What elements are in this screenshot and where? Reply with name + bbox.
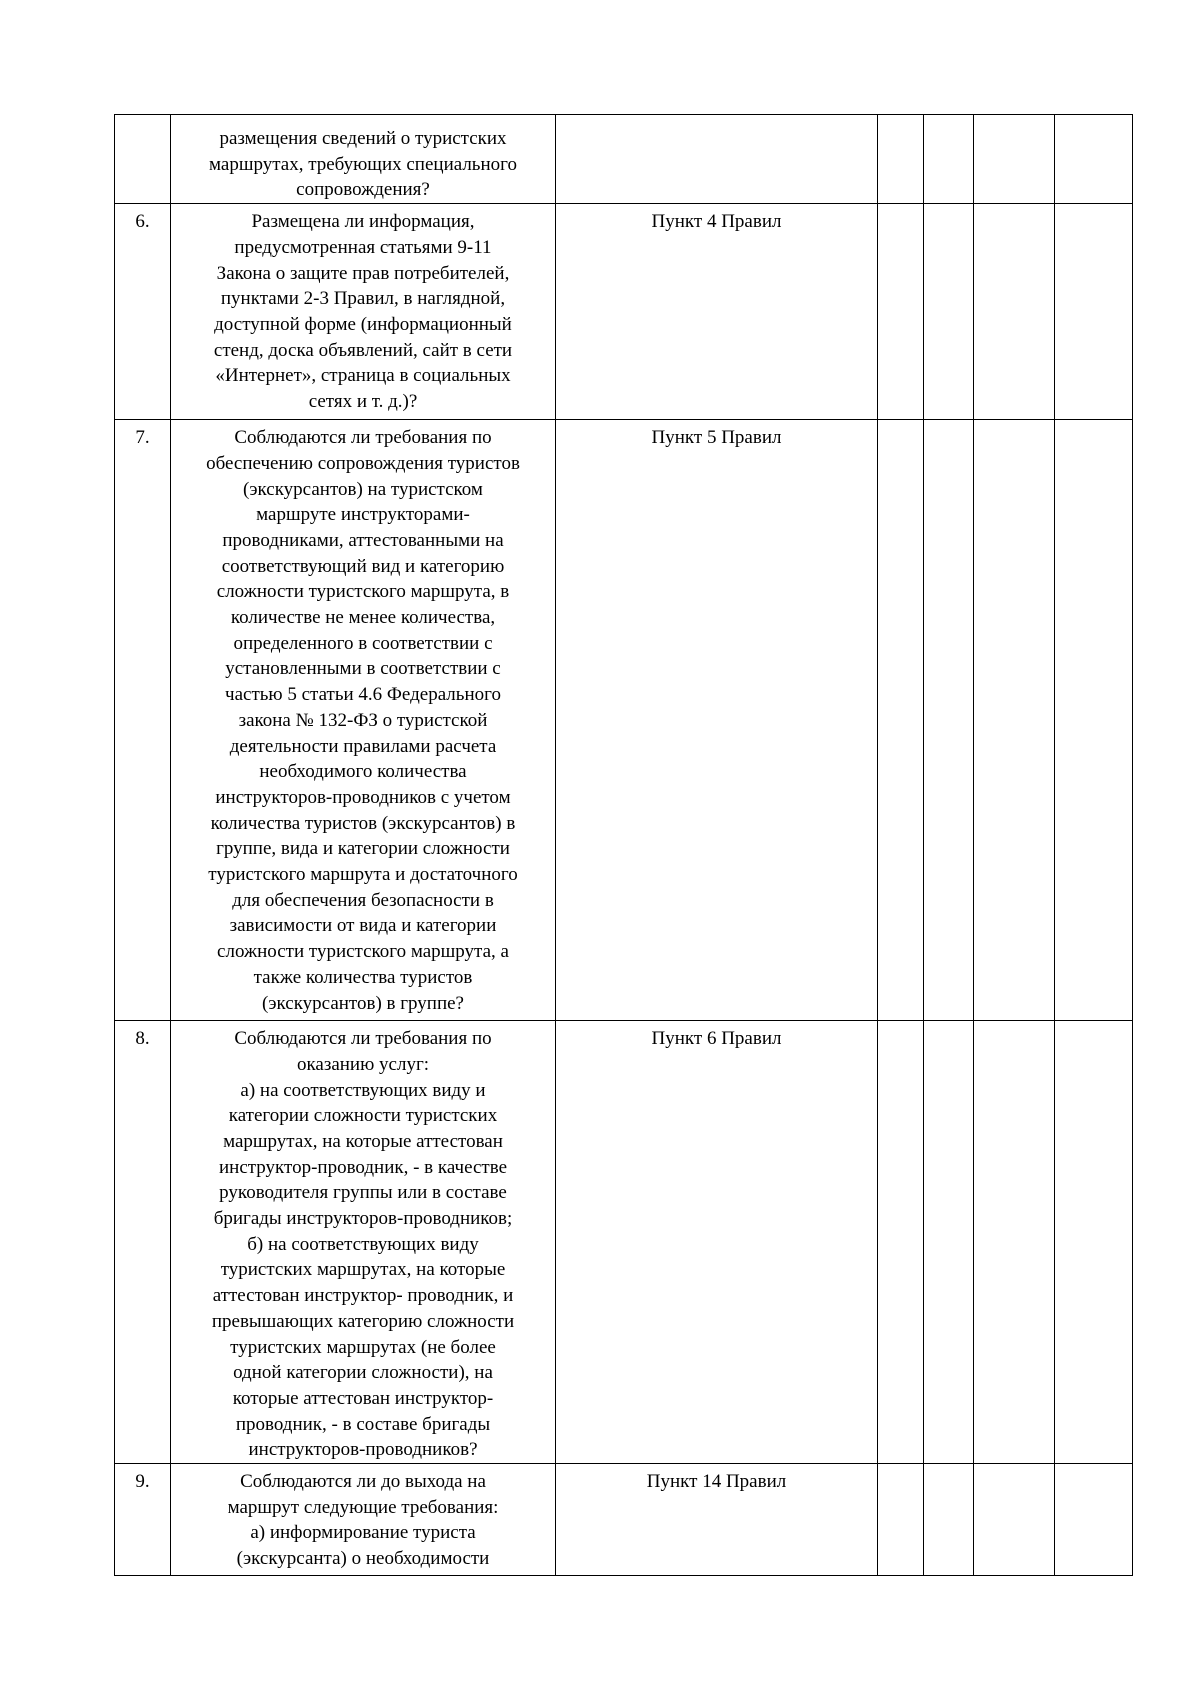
answer-no-cell bbox=[924, 204, 974, 420]
question-line: инструкторов-проводников с учетом bbox=[215, 786, 511, 808]
question-line: туристских маршрутах, на которые bbox=[220, 1259, 506, 1281]
question-line: количества туристов (экскурсантов) в bbox=[210, 812, 516, 834]
question-line: аттестован инструктор- проводник, и bbox=[212, 1285, 514, 1307]
question-line: бригады инструкторов-проводников; bbox=[213, 1208, 513, 1230]
question-cell bbox=[171, 115, 556, 204]
note-cell bbox=[1055, 115, 1133, 204]
question-line: (экскурсантов) в группе? bbox=[262, 992, 464, 1014]
not-applicable-cell bbox=[974, 420, 1055, 1021]
question-line: Соблюдаются ли требования по bbox=[234, 427, 492, 449]
question-line: инструктор-проводник, - в качестве bbox=[218, 1156, 507, 1178]
question-line: маршрут следующие требования: bbox=[227, 1496, 499, 1518]
note-cell bbox=[1055, 1021, 1133, 1464]
question-line: соответствующий вид и категорию bbox=[221, 555, 505, 577]
question-line: Закона о защите прав потребителей, bbox=[216, 262, 510, 284]
row-number: 7. bbox=[115, 420, 171, 1021]
question-line: определенного в соответствии с bbox=[233, 632, 493, 654]
row-number: 8. bbox=[115, 1021, 171, 1464]
question-line: проводниками, аттестованными на bbox=[222, 529, 504, 551]
question-line: Соблюдаются ли до выхода на bbox=[240, 1471, 486, 1493]
answer-yes-cell bbox=[878, 204, 924, 420]
legal-reference-cell: Пункт 6 Правил bbox=[556, 1021, 878, 1464]
question-line: оказанию услуг: bbox=[296, 1053, 430, 1075]
question-line: размещения сведений о туристских bbox=[219, 128, 507, 149]
not-applicable-cell bbox=[974, 1464, 1055, 1576]
answer-no-cell bbox=[924, 1464, 974, 1576]
question-line: б) на соответствующих виду bbox=[247, 1233, 479, 1255]
question-line: установленными в соответствии с bbox=[225, 658, 501, 680]
note-cell bbox=[1055, 1464, 1133, 1576]
answer-yes-cell bbox=[878, 420, 924, 1021]
question-line: маршруте инструкторами- bbox=[256, 504, 470, 526]
checklist-table bbox=[114, 114, 1133, 1576]
question-line: (экскурсантов) на туристском bbox=[243, 478, 483, 500]
question-cell bbox=[171, 420, 556, 1021]
question-line: также количества туристов bbox=[253, 966, 473, 988]
answer-yes-cell bbox=[878, 1021, 924, 1464]
table-row bbox=[115, 1021, 1133, 1464]
not-applicable-cell bbox=[974, 115, 1055, 204]
question-line: маршрутах, на которые аттестован bbox=[223, 1130, 503, 1152]
row-number bbox=[115, 115, 171, 204]
question-line: для обеспечения безопасности в bbox=[232, 889, 494, 911]
note-cell bbox=[1055, 204, 1133, 420]
question-line: группе, вида и категории сложности bbox=[216, 838, 510, 860]
legal-reference-cell: Пункт 5 Правил bbox=[556, 420, 878, 1021]
answer-no-cell bbox=[924, 420, 974, 1021]
answer-no-cell bbox=[924, 115, 974, 204]
table-row bbox=[115, 420, 1133, 1021]
table-row bbox=[115, 115, 1133, 204]
question-line: маршрутах, требующих специального bbox=[209, 153, 517, 175]
question-line: предусмотренная статьями 9-11 bbox=[234, 236, 492, 258]
question-line: частью 5 статьи 4.6 Федерального bbox=[225, 684, 501, 706]
row-number: 6. bbox=[115, 204, 171, 420]
question-line: сложности туристского маршрута, а bbox=[217, 941, 509, 963]
row-number: 9. bbox=[115, 1464, 171, 1576]
question-line: превышающих категорию сложности bbox=[211, 1310, 515, 1332]
table-row bbox=[115, 204, 1133, 420]
legal-reference-cell: Пункт 14 Правил bbox=[556, 1464, 878, 1576]
question-line: «Интернет», страница в социальных bbox=[215, 365, 511, 387]
question-line: Размещена ли информация, bbox=[251, 211, 475, 233]
note-cell bbox=[1055, 420, 1133, 1021]
answer-yes-cell bbox=[878, 1464, 924, 1576]
question-line: сопровождения? bbox=[296, 179, 430, 201]
question-line: которые аттестован инструктор- bbox=[232, 1387, 494, 1409]
question-line: доступной форме (информационный bbox=[214, 313, 512, 335]
question-line: стенд, доска объявлений, сайт в сети bbox=[213, 339, 513, 361]
checklist-rows bbox=[115, 115, 1133, 1576]
question-line: Соблюдаются ли требования по bbox=[234, 1028, 492, 1050]
question-line: деятельности правилами расчета bbox=[229, 735, 497, 757]
question-line: количестве не менее количества, bbox=[230, 607, 496, 629]
question-line: необходимого количества bbox=[259, 761, 467, 783]
question-line: а) информирование туриста bbox=[250, 1522, 476, 1544]
legal-reference-cell bbox=[556, 115, 878, 204]
not-applicable-cell bbox=[974, 204, 1055, 420]
answer-no-cell bbox=[924, 1021, 974, 1464]
legal-reference-cell: Пункт 4 Правил bbox=[556, 204, 878, 420]
table-row bbox=[115, 1464, 1133, 1576]
question-line: инструкторов-проводников? bbox=[248, 1439, 478, 1461]
question-line: категории сложности туристских bbox=[228, 1105, 498, 1127]
question-line: проводник, - в составе бригады bbox=[235, 1413, 491, 1435]
question-line: руководителя группы или в составе bbox=[219, 1182, 507, 1204]
question-line: а) на соответствующих виду и bbox=[240, 1079, 486, 1101]
question-cell bbox=[171, 1021, 556, 1464]
question-cell bbox=[171, 1464, 556, 1576]
question-line: сетях и т. д.)? bbox=[308, 391, 418, 413]
question-cell bbox=[171, 204, 556, 420]
question-line: туристских маршрутах (не более bbox=[230, 1336, 496, 1358]
question-line: зависимости от вида и категории bbox=[229, 915, 497, 937]
question-line: сложности туристского маршрута, в bbox=[216, 581, 510, 603]
not-applicable-cell bbox=[974, 1021, 1055, 1464]
question-line: (экскурсанта) о необходимости bbox=[236, 1548, 490, 1570]
question-line: пунктами 2-3 Правил, в наглядной, bbox=[220, 288, 506, 310]
answer-yes-cell bbox=[878, 115, 924, 204]
question-line: обеспечению сопровождения туристов bbox=[206, 452, 520, 474]
question-line: одной категории сложности), на bbox=[233, 1362, 493, 1384]
question-line: закона № 132-ФЗ о туристской bbox=[238, 709, 488, 731]
question-line: туристского маршрута и достаточного bbox=[208, 864, 518, 886]
